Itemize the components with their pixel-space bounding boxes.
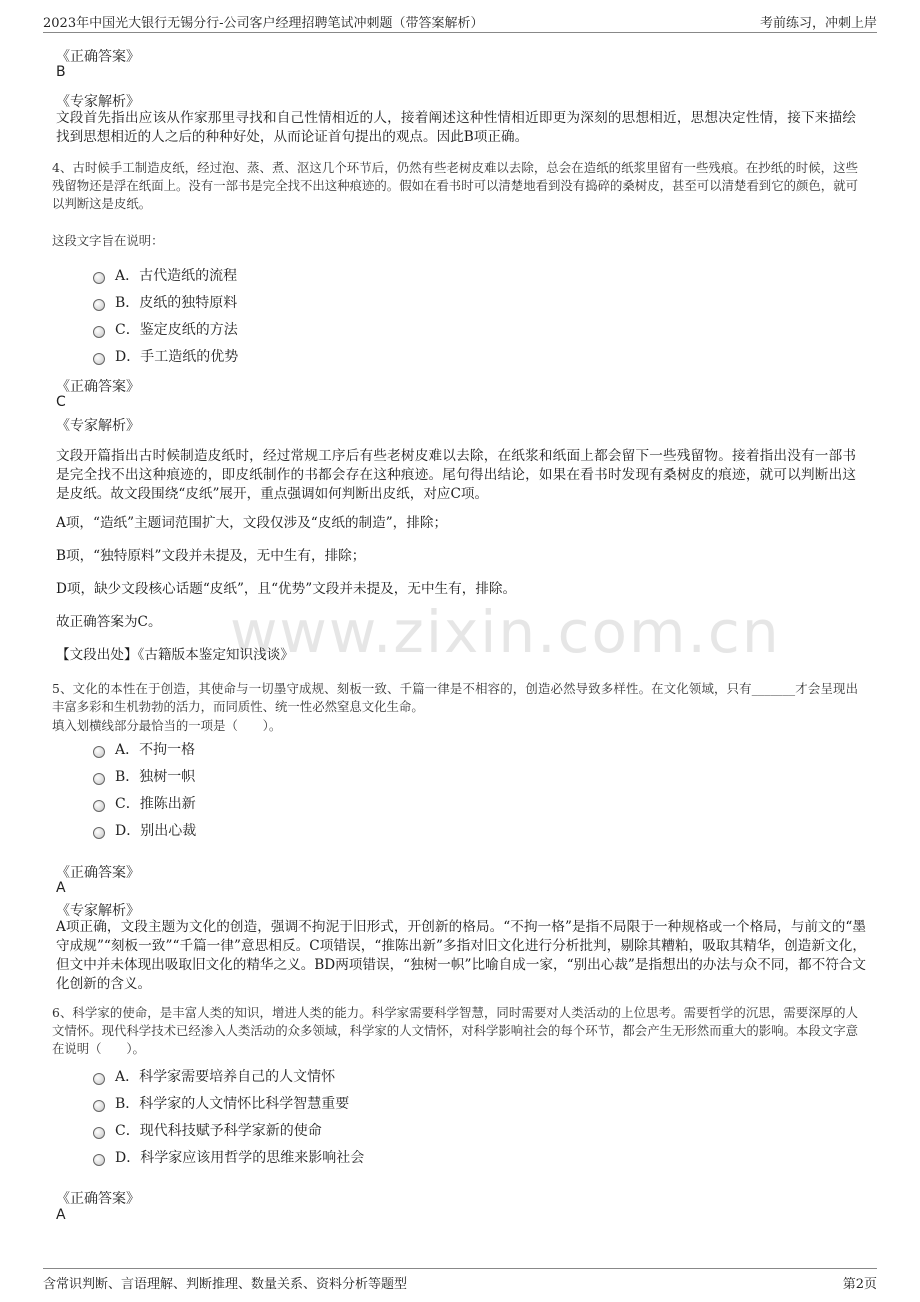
- radio-button-icon[interactable]: [93, 326, 105, 338]
- answer-label: 《正确答案》: [56, 49, 140, 65]
- question-stem: 4、古时候手工制造皮纸，经过泡、蒸、煮、沤这几个环节后，仍然有些老树皮难以去除，总会在造纸的纸浆里留有一些残痕。在抄纸的时候，这些残留物还是浮在纸面上。没有一部书是完全找不出这种痕迹的。假如在看书时可以清楚地看到没有捣碎的桑树皮，甚至可以清楚看到它的颜色，就可以判断这是皮纸。: [52, 160, 858, 211]
- option-label: C．现代科技赋予科学家新的使命: [115, 1123, 322, 1139]
- answer-value: B: [56, 64, 66, 80]
- question-stem: 5、文化的本性在于创造，其使命与一切墨守成规、刻板一致、千篇一律是不相容的，创造必然导致多样性。在文化领域，只有_______才会呈现出丰富多彩和生机勃勃的活力，而同质性、统一性必然窒息文化生命。: [52, 681, 858, 714]
- page-footer: [43, 1268, 877, 1293]
- radio-button-icon[interactable]: [93, 1154, 105, 1166]
- question-prompt: 这段文字旨在说明：: [52, 233, 164, 248]
- radio-button-icon[interactable]: [93, 800, 105, 812]
- answer-label: 《正确答案》: [56, 379, 140, 395]
- option-label: A．不拘一格: [115, 742, 196, 758]
- radio-button-icon[interactable]: [93, 1100, 105, 1112]
- page-number: 第2页: [842, 1277, 877, 1292]
- radio-button-icon[interactable]: [93, 299, 105, 311]
- option-label: A．科学家需要培养自己的人文情怀: [115, 1069, 336, 1085]
- option-d[interactable]: [93, 346, 238, 366]
- analysis-line-b: B项，“独特原料”文段并未提及，无中生有，排除；: [56, 548, 366, 564]
- analysis-label: 《专家解析》: [56, 418, 140, 434]
- footer-subjects: 含常识判断、言语理解、判断推理、数量关系、资料分析等题型: [43, 1277, 408, 1292]
- watermark: www.zixin.com.cn: [230, 598, 781, 666]
- radio-button-icon[interactable]: [93, 746, 105, 758]
- option-label: B．皮纸的独特原料: [115, 295, 238, 311]
- answer-label: 《正确答案》: [56, 1191, 140, 1207]
- option-label: D．科学家应该用哲学的思维来影响社会: [115, 1150, 365, 1166]
- question-prompt: 填入划横线部分最恰当的一项是（ ）。: [52, 718, 282, 733]
- radio-button-icon[interactable]: [93, 1127, 105, 1139]
- option-c[interactable]: [93, 1120, 322, 1140]
- analysis-label: 《专家解析》: [56, 903, 140, 919]
- option-label: A．古代造纸的流程: [115, 268, 238, 284]
- source-citation: 【文段出处】《古籍版本鉴定知识浅谈》: [56, 647, 294, 663]
- option-label: B．独树一帜: [115, 769, 196, 785]
- option-c[interactable]: [93, 319, 238, 339]
- option-label: C．鉴定皮纸的方法: [115, 322, 238, 338]
- option-d[interactable]: [93, 820, 196, 840]
- analysis-conclusion: 故正确答案为C。: [56, 614, 162, 630]
- option-label: B．科学家的人文情怀比科学智慧重要: [115, 1096, 350, 1112]
- option-d[interactable]: [93, 1147, 364, 1167]
- page-header: [43, 10, 877, 33]
- option-b[interactable]: [93, 766, 195, 786]
- analysis-text: 文段开篇指出古时候制造皮纸时，经过常规工序后有些老树皮难以去除，在纸浆和纸面上都会留下一些残留物。接着指出没有一部书是完全找不出这种痕迹的，即皮纸制作的书都会存在这种痕迹。尾句得出结论，如果在看书时发现有桑树皮的痕迹，就可以判断出这是皮纸。故文段围绕“皮纸”展开，重点强调如何判断出皮纸，对应C项。: [56, 448, 856, 502]
- radio-button-icon[interactable]: [93, 272, 105, 284]
- option-a[interactable]: [93, 739, 195, 759]
- document-title: 2023年中国光大银行无锡分行-公司客户经理招聘笔试冲刺题（带答案解析）: [43, 16, 484, 31]
- option-a[interactable]: [93, 265, 237, 285]
- option-label: D．别出心裁: [115, 823, 197, 839]
- analysis-line-a: A项，“造纸”主题词范围扩大，文段仅涉及“皮纸的制造”，排除；: [56, 515, 448, 531]
- radio-button-icon[interactable]: [93, 827, 105, 839]
- answer-label: 《正确答案》: [56, 865, 140, 881]
- radio-button-icon[interactable]: [93, 1073, 105, 1085]
- analysis-line-d: D项，缺少文段核心话题“皮纸”，且“优势”文段并未提及，无中生有，排除。: [56, 581, 517, 597]
- answer-value: C: [56, 394, 66, 410]
- answer-value: A: [56, 880, 66, 896]
- option-label: C．推陈出新: [115, 796, 196, 812]
- option-b[interactable]: [93, 292, 237, 312]
- header-slogan: 考前练习，冲刺上岸: [759, 16, 877, 31]
- analysis-text: A项正确，文段主题为文化的创造，强调不拘泥于旧形式，开创新的格局。“不拘一格”是指不局限于一种规格或一个格局，与前文的“墨守成规”“刻板一致”“千篇一律”意思相反。C项错误，“推陈出新”多指对旧文化进行分析批判，剔除其糟粕，吸取其精华，创造新文化，但文中并未体现出吸取旧文化的精华之义。BD两项错误，“独树一帜”比喻自成一家，“别出心裁”是指想出的办法与众不同，都不符合文化创新的含义。: [56, 919, 866, 992]
- option-b[interactable]: [93, 1093, 349, 1113]
- question-stem: 6、科学家的使命，是丰富人类的知识，增进人类的能力。科学家需要科学智慧，同时需要对人类活动的上位思考。需要哲学的沉思，需要深厚的人文情怀。现代科学技术已经渗入人类活动的众多领域，科学家的人文情怀，对科学影响社会的每个环节，都会产生无形然而重大的影响。本段文字意在说明（ ）。: [52, 1005, 858, 1056]
- analysis-label: 《专家解析》: [56, 94, 140, 110]
- analysis-text: 文段首先指出应该从作家那里寻找和自己性情相近的人，接着阐述这种性情相近即更为深刻的思想相近，思想决定性情，接下来描绘找到思想相近的人之后的种种好处，从而论证首句提出的观点。因此B项正确。: [56, 110, 856, 145]
- radio-button-icon[interactable]: [93, 353, 105, 365]
- radio-button-icon[interactable]: [93, 773, 105, 785]
- answer-value: A: [56, 1207, 66, 1223]
- option-c[interactable]: [93, 793, 196, 813]
- option-a[interactable]: [93, 1066, 335, 1086]
- option-label: D．手工造纸的优势: [115, 349, 239, 365]
